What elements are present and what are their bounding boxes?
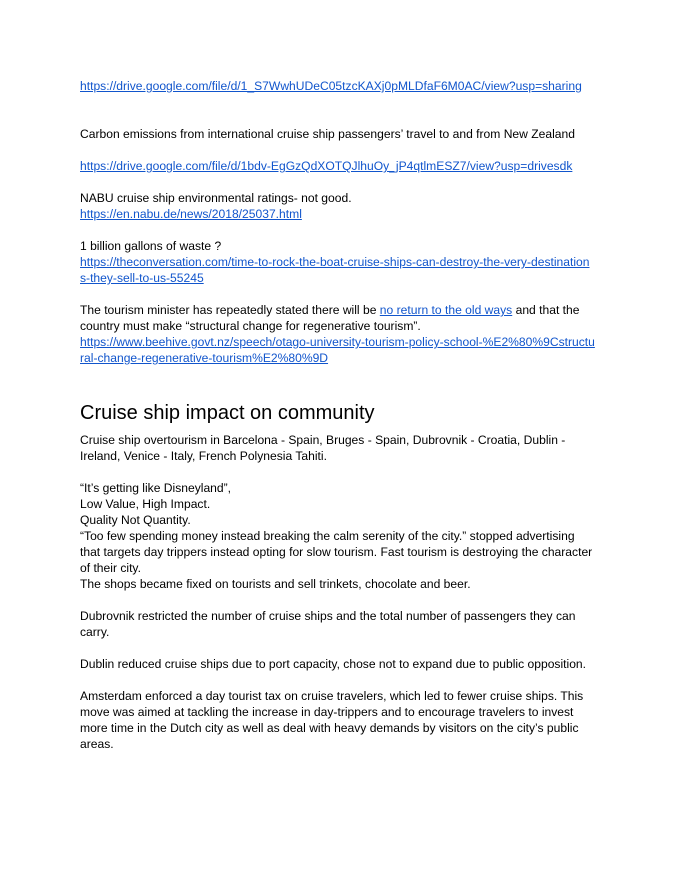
beehive-link-paragraph <box>80 334 600 366</box>
spacer <box>80 94 600 126</box>
section-heading: Cruise ship impact on community <box>80 402 375 424</box>
spacer <box>80 464 600 480</box>
nabu-intro-text: NABU cruise ship environmental ratings- not good. <box>80 191 352 205</box>
nabu-link-paragraph <box>80 206 600 222</box>
minister-text-after: and that the <box>512 303 580 317</box>
amsterdam-line-2: move was aimed at tackling the increase in day-trippers and to encourage travelers to invest <box>80 705 574 719</box>
nabu-link[interactable]: https://en.nabu.de/news/2018/25037.html <box>80 207 302 221</box>
beehive-link-line-1[interactable]: https://www.beehive.govt.nz/speech/otago-university-tourism-policy-school-%E2%80%9Cstructu <box>80 335 595 349</box>
overtourism-paragraph <box>80 432 600 464</box>
minister-text-line-2: country must make “structural change for regenerative tourism”. <box>80 319 421 333</box>
quote-too-few-line-2: that targets day trippers instead opting for slow tourism. Fast tourism is destroying the character <box>80 545 593 559</box>
overtourism-line-2: Ireland, Venice - Italy, French Polynesia Tahiti. <box>80 449 327 463</box>
document-page <box>80 78 600 752</box>
dublin-paragraph: Dublin reduced cruise ships due to port capacity, chose not to expand due to public opposition. <box>80 657 587 671</box>
minister-paragraph <box>80 302 600 334</box>
amsterdam-paragraph <box>80 688 600 752</box>
spacer <box>80 174 600 190</box>
dubrovnik-paragraph <box>80 608 600 640</box>
spacer <box>80 222 600 238</box>
quote-too-few-line-3: of their city. <box>80 561 141 575</box>
spacer <box>80 640 600 656</box>
spacer <box>80 286 600 302</box>
carbon-emissions-text: Carbon emissions from international cruise ship passengers’ travel to and from New Zealand <box>80 127 575 141</box>
spacer <box>80 366 600 400</box>
conversation-link-paragraph <box>80 254 600 286</box>
quote-too-few-line-1: “Too few spending money instead breaking the calm serenity of the city.” stopped advertising <box>80 529 575 543</box>
drive-link-2[interactable]: https://drive.google.com/file/d/1bdv-EgGzQdXOTQJlhuOy_jP4qtlmESZ7/view?usp=drivesdk <box>80 159 573 173</box>
minister-text-before: The tourism minister has repeatedly stated there will be <box>80 303 380 317</box>
amsterdam-line-3: more time in the Dutch city as well as deal with heavy demands by visitors on the city’s public <box>80 721 579 735</box>
amsterdam-line-4: areas. <box>80 737 114 751</box>
dubrovnik-line-2: carry. <box>80 625 110 639</box>
shops-text: The shops became fixed on tourists and sell trinkets, chocolate and beer. <box>80 577 471 591</box>
spacer <box>80 672 600 688</box>
conversation-link-line-2[interactable]: s-they-sell-to-us-55245 <box>80 271 204 285</box>
dubrovnik-line-1: Dubrovnik restricted the number of cruise ships and the total number of passengers they can <box>80 609 576 623</box>
quote-low-value: Low Value, High Impact. <box>80 497 211 511</box>
waste-text: 1 billion gallons of waste ? <box>80 239 222 253</box>
overtourism-line-1: Cruise ship overtourism in Barcelona - Spain, Bruges - Spain, Dubrovnik - Croatia, Dublin - <box>80 433 566 447</box>
drive-link-2-paragraph <box>80 158 600 174</box>
conversation-link-line-1[interactable]: https://theconversation.com/time-to-rock-the-boat-cruise-ships-can-destroy-the-very-destination <box>80 255 590 269</box>
drive-link-paragraph <box>80 78 600 94</box>
quotes-paragraph <box>80 480 600 592</box>
amsterdam-line-1: Amsterdam enforced a day tourist tax on cruise travelers, which led to fewer cruise ships. This <box>80 689 584 703</box>
spacer <box>80 592 600 608</box>
quote-quality: Quality Not Quantity. <box>80 513 191 527</box>
beehive-link-line-2[interactable]: ral-change-regenerative-tourism%E2%80%9D <box>80 351 329 365</box>
drive-link-1[interactable]: https://drive.google.com/file/d/1_S7WwhUDeC05tzcKAXj0pMLDfaF6M0AC/view?usp=sharing <box>80 79 582 93</box>
no-return-link[interactable]: no return to the old ways <box>379 303 513 317</box>
quote-disneyland: “It’s getting like Disneyland”, <box>80 481 232 495</box>
spacer <box>80 142 600 158</box>
